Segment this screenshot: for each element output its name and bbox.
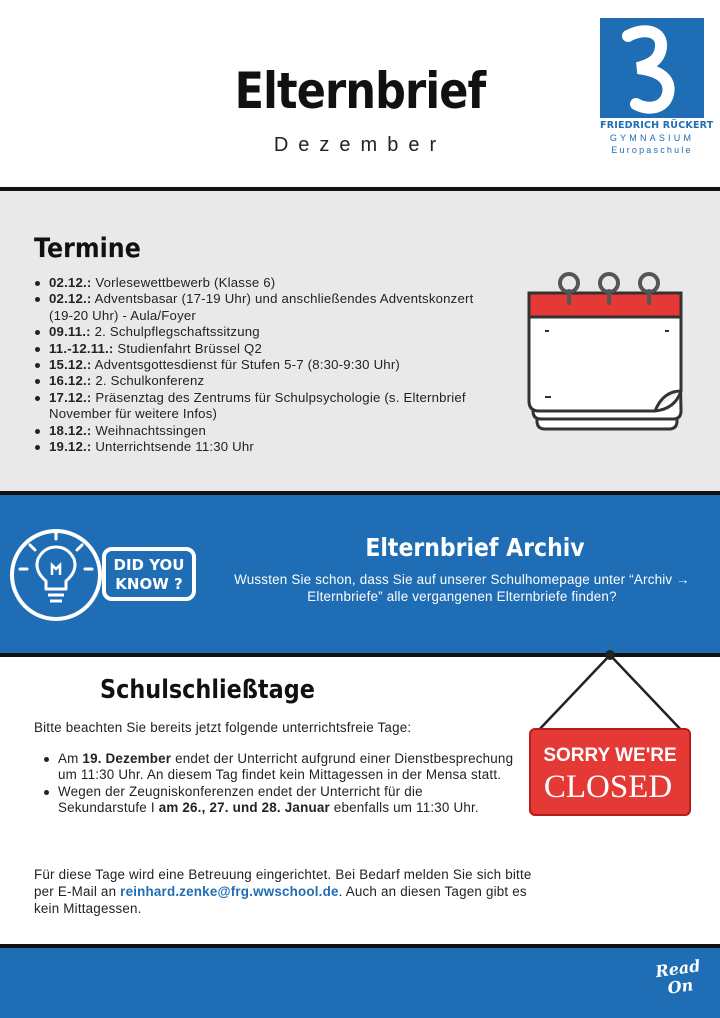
termine-date: 02.12.: [49,291,92,307]
termine-text: 2. Schulpflegschaftssitzung [90,324,260,340]
logo-text-tagline: Europaschule [611,145,693,155]
email-link[interactable]: reinhard.zenke@frg.wwschool.de [120,884,339,899]
termine-text: 2. Schulkonferenz [91,373,205,389]
calendar-icon [525,271,691,441]
school-logo[interactable] [600,18,714,158]
schliesstage-intro: Bitte beachten Sie bereits jetzt folgende unterrichtsfreie Tage: [34,720,412,735]
archiv-section [0,495,720,653]
termine-item [34,373,494,389]
schliesstage-heading: Schulschließtage [100,675,315,705]
archiv-heading: Elternbrief Archiv [365,533,585,562]
page-title: Elternbrief [234,62,486,120]
closed-sign [526,649,696,819]
list-item: Am 19. Dezember endet der Unterricht aufgrund einer Dienstbesprechung um 11:30 Uhr. An diesem Tag findet kein Mittagessen in der Mensa statt. [34,751,514,784]
sign-line2: CLOSED [543,769,673,805]
termine-item [34,390,494,423]
termine-date: 15.12.: [49,357,92,373]
read-on-button[interactable] [649,956,711,1011]
termine-list [34,275,494,455]
school-logo-icon [600,18,704,118]
badge-line1: DID YOU [113,556,185,574]
list-item: Wegen der Zeugniskonferenzen endet der Unterricht für die Sekundarstufe I am 26., 27. und 28. Januar ebenfalls um 11:30 Uhr. [34,784,514,817]
read-on-line1: Read [654,956,702,982]
termine-date: 17.12.: [49,389,92,405]
logo-text-name: FRIEDRICH RÜCKERT [600,120,714,131]
termine-text: Vorlesewettbewerb (Klasse 6) [91,275,276,290]
termine-item [34,341,494,357]
termine-text: Studienfahrt Brüssel Q2 [113,340,263,356]
termine-text: Adventsgottesdienst für Stufen 5-7 (8:30-9:30 Uhr) [91,357,401,373]
termine-section [0,191,720,491]
termine-date: 11.-12.11.: [49,340,114,356]
header [0,0,720,187]
termine-text: Weihnachtssingen [91,422,207,438]
termine-item [34,357,494,373]
logo-text-type: GYMNASIUM [609,133,695,143]
badge-line2: KNOW ? [115,575,183,593]
termine-date: 18.12.: [49,422,92,438]
did-you-know-badge [10,519,200,629]
termine-item [34,439,494,455]
termine-date: 16.12.: [49,373,92,389]
termine-item [34,324,494,340]
termine-heading: Termine [34,233,141,264]
schliesstage-list [34,751,514,817]
termine-text: Präsenztag des Zentrums für Schulpsychologie (s. Elternbrief November für weitere Infos) [49,389,466,422]
termine-text: Unterrichtsende 11:30 Uhr [91,439,255,455]
schliesstage-note: Für diese Tage wird eine Betreuung eingerichtet. Bei Bedarf melden Sie sich bitte per E-Mail an reinhard.zenke@frg.wwschool.de. Auch an diesen Tagen gibt es kein Mittagessen. [34,867,532,916]
archiv-text: Wussten Sie schon, dass Sie auf unserer Schulhomepage unter “Archiv → Elternbriefe” alle vergangenen Elternbriefe finden? [234,572,690,604]
page-subtitle: Dezember [273,134,447,156]
sign-line1: SORRY WE'RE [543,745,677,766]
termine-date: 02.12.: [49,275,92,290]
read-on-line2: On [666,975,695,998]
termine-item [34,423,494,439]
termine-date: 19.12.: [49,439,92,455]
termine-date: 09.11.: [49,324,91,340]
footer [0,948,720,1018]
schliesstage-section [0,657,720,944]
termine-item [34,291,494,324]
termine-item [34,275,494,291]
termine-text: Adventsbasar (17-19 Uhr) und anschließendes Adventskonzert (19-20 Uhr) - Aula/Foyer [49,291,474,323]
